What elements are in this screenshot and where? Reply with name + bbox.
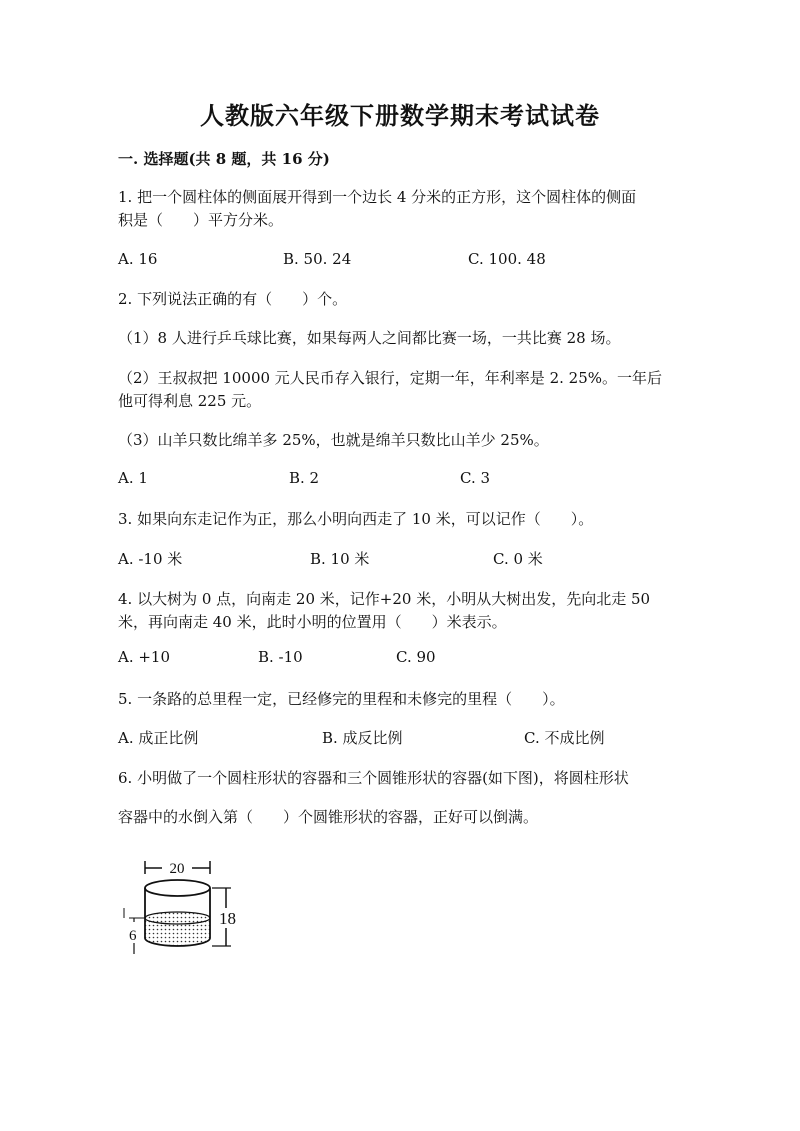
q2-statement-1: （1）8 人进行乒乓球比赛，如果每两人之间都比赛一场，一共比赛 28 场。 <box>118 329 621 347</box>
q6-stem-line2: 容器中的水倒入第（ ）个圆锥形状的容器，正好可以倒满。 <box>118 808 539 826</box>
q5-option-a: A. 成正比例 <box>118 729 199 747</box>
page-title: 人教版六年级下册数学期末考试试卷 <box>200 101 600 130</box>
q4-option-b: B. -10 <box>258 648 303 666</box>
q6-stem-line1: 6. 小明做了一个圆柱形状的容器和三个圆锥形状的容器(如下图)，将圆柱形状 <box>118 769 629 787</box>
cylinder-top <box>145 880 210 896</box>
q3-option-c: C. 0 米 <box>493 550 543 568</box>
q4-option-c: C. 90 <box>396 648 436 666</box>
q1-option-b: B. 50. 24 <box>283 250 352 268</box>
water-height-label: 6 <box>129 928 137 944</box>
width-label: 20 <box>169 861 185 877</box>
cylinder-figure <box>120 852 240 962</box>
section-heading: 一. 选择题(共 8 题，共 16 分) <box>118 150 330 168</box>
q2-option-b: B. 2 <box>289 469 320 487</box>
q2-statement-2-line2: 他可得利息 225 元。 <box>118 392 262 410</box>
q2-option-c: C. 3 <box>460 469 491 487</box>
q1-stem-line1: 1. 把一个圆柱体的侧面展开得到一个边长 4 分米的正方形，这个圆柱体的侧面 <box>118 188 637 206</box>
q4-stem-line2: 米，再向南走 40 米，此时小明的位置用（ ）米表示。 <box>118 613 507 631</box>
q3-option-b: B. 10 米 <box>310 550 370 568</box>
q3-option-a: A. -10 米 <box>118 550 183 568</box>
q2-statement-2-line1: （2）王叔叔把 10000 元人民币存入银行，定期一年，年利率是 2. 25%。一年后 <box>118 369 662 387</box>
q4-stem-line1: 4. 以大树为 0 点，向南走 20 米，记作+20 米，小明从大树出发，先向北走 50 <box>118 590 651 608</box>
q5-option-c: C. 不成比例 <box>524 729 605 747</box>
q5-stem: 5. 一条路的总里程一定，已经修完的里程和未修完的里程（ ）。 <box>118 690 565 708</box>
q1-option-a: A. 16 <box>118 250 158 268</box>
q1-stem-line2: 积是（ ）平方分米。 <box>118 211 284 229</box>
q1-option-c: C. 100. 48 <box>468 250 546 268</box>
q2-stem: 2. 下列说法正确的有（ ）个。 <box>118 290 348 308</box>
q4-option-a: A. +10 <box>118 648 171 666</box>
q2-statement-3: （3）山羊只数比绵羊多 25%，也就是绵羊只数比山羊少 25%。 <box>118 431 549 449</box>
q2-option-a: A. 1 <box>118 469 148 487</box>
height-label: 18 <box>219 909 236 928</box>
q5-option-b: B. 成反比例 <box>322 729 403 747</box>
q3-stem: 3. 如果向东走记作为正，那么小明向西走了 10 米，可以记作（ ）。 <box>118 510 594 528</box>
